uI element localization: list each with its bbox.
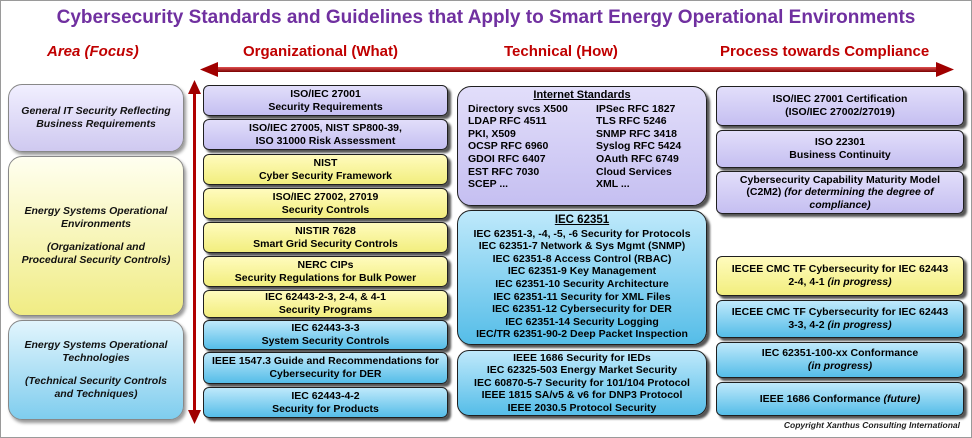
org-line: Cybersecurity for DER	[269, 368, 382, 380]
org-box	[203, 387, 448, 418]
process-box	[716, 300, 964, 338]
process-line	[732, 263, 949, 276]
org-box	[203, 188, 448, 219]
internet-standard-item: PKI, X509	[468, 127, 516, 140]
org-line: System Security Controls	[261, 335, 390, 347]
org-box	[203, 290, 448, 318]
org-line: Smart Grid Security Controls	[253, 237, 398, 250]
org-box	[203, 320, 448, 350]
iec62351-item: IEC 62351-7 Network & Sys Mgmt (SNMP)	[478, 240, 686, 253]
iec62351-item: IEC 62351-9 Key Management	[507, 265, 657, 278]
area-line: Environments	[60, 218, 131, 230]
process-line	[762, 347, 918, 360]
internet-standard-item: TLS RFC 5246	[596, 115, 667, 128]
internet-standard-item: LDAP RFC 4511	[468, 115, 547, 128]
process-note: (in progress)	[807, 360, 873, 372]
process-text: ISO 22301	[814, 136, 866, 149]
internet-standard-item: OAuth RFC 6749	[596, 152, 679, 165]
process-line	[788, 319, 891, 332]
column-heading-technical: Technical (How)	[504, 43, 618, 60]
process-text: IEC 62351-100-xx Conformance	[761, 347, 919, 360]
protocol-security-item: IEEE 1686 Security for IEDs	[513, 351, 651, 364]
org-line: IEC 62443-3-3	[291, 322, 360, 335]
process-note: (future)	[883, 392, 921, 405]
process-note: (in progress)	[827, 319, 892, 331]
org-box	[203, 119, 448, 150]
internet-standard-item: GDOI RFC 6407	[468, 152, 546, 165]
internet-standard-item: EST RFC 7030	[468, 165, 540, 178]
process-line	[732, 306, 949, 319]
org-line: IEC 62443-4-2	[291, 389, 360, 402]
column-heading-area: Area (Focus)	[47, 43, 139, 60]
area-line: Business Requirements	[36, 118, 156, 130]
org-line: Security Programs	[278, 304, 373, 316]
org-line: IEEE 1547.3 Guide and Recommendations for	[212, 355, 439, 368]
area-line: Technologies	[62, 352, 130, 364]
org-line: ISO/IEC 27001	[290, 87, 361, 100]
vertical-double-arrow	[188, 80, 201, 424]
internet-standard-item: XML ...	[596, 178, 630, 191]
area-energy-technologies	[8, 320, 184, 420]
org-box	[203, 222, 448, 253]
org-line: NIST	[313, 156, 338, 169]
org-line: Cyber Security Framework	[258, 169, 393, 182]
process-line	[760, 393, 920, 406]
process-box	[716, 171, 964, 214]
process-text: (C2M2)	[746, 186, 785, 199]
process-line	[809, 199, 870, 212]
org-box	[203, 256, 448, 287]
area-general-it	[8, 84, 184, 152]
org-box	[203, 154, 448, 185]
process-text: (ISO/IEC 27002/27019)	[785, 106, 895, 118]
process-line	[785, 106, 895, 119]
org-box	[203, 85, 448, 116]
protocol-security-item: IEC 60870-5-7 Security for 101/104 Protocol	[474, 376, 690, 389]
internet-standard-item: Cloud Services	[596, 165, 672, 178]
internet-standards-heading: Internet Standards	[533, 89, 631, 101]
protocol-security-box	[457, 350, 707, 416]
area-line: Energy Systems Operational	[24, 339, 168, 351]
area-line: (Organizational and	[46, 241, 145, 253]
org-line: ISO/IEC 27002, 27019	[272, 190, 379, 203]
org-line: Security Regulations for Bulk Power	[234, 271, 417, 284]
internet-standard-item: SCEP ...	[468, 178, 509, 191]
process-line	[815, 136, 865, 149]
diagram-title: Cybersecurity Standards and Guidelines that Apply to Smart Energy Operational Environments	[56, 7, 916, 28]
org-line: Security Requirements	[268, 100, 383, 113]
process-note: (for determining the degree of	[784, 186, 934, 199]
protocol-security-item: IEEE 1815 SA/v5 & v6 for DNP3 Protocol	[481, 389, 683, 402]
area-line: Energy Systems Operational	[24, 205, 168, 217]
org-line: ISO/IEC 27005, NIST SP800-39,	[249, 121, 402, 134]
process-note: (in progress)	[827, 276, 892, 288]
iec62351-box	[457, 210, 707, 345]
copyright-notice: Copyright Xanthus Consulting International	[783, 420, 960, 430]
org-line: NERC CIPs	[297, 258, 354, 271]
process-line	[788, 276, 891, 289]
area-line: (Technical Security Controls	[25, 375, 167, 387]
process-line	[789, 149, 891, 162]
org-line: Security for Products	[272, 402, 379, 415]
org-line: NISTIR 7628	[295, 224, 356, 237]
iec62351-item: IEC 62351-14 Security Logging	[505, 315, 659, 328]
process-text: Cybersecurity Capability Maturity Model	[739, 173, 941, 186]
internet-standards-list	[468, 103, 696, 191]
process-box	[716, 86, 964, 126]
org-box	[203, 352, 448, 384]
iec62351-item: IEC 62351-12 Cybersecurity for DER	[492, 303, 672, 316]
column-heading-process: Process towards Compliance	[720, 43, 930, 60]
process-text: 3-3, 4-2	[788, 319, 828, 331]
process-line	[740, 174, 940, 187]
org-line: ISO 31000 Risk Assessment	[255, 134, 396, 147]
process-line	[746, 186, 933, 199]
process-text: IEEE 1686 Conformance	[759, 392, 884, 405]
internet-standard-item: IPSec RFC 1827	[596, 102, 676, 115]
process-text: ISO/IEC 27001 Certification	[772, 93, 908, 106]
iec62351-item: IEC 62351-10 Security Architecture	[495, 278, 669, 290]
protocol-security-item: IEEE 2030.5 Protocol Security	[507, 401, 657, 414]
org-line: Security Controls	[281, 203, 370, 216]
internet-standard-item: Directory svcs X500	[468, 102, 568, 115]
process-text: IECEE CMC TF Cybersecurity for IEC 62443	[731, 263, 949, 276]
internet-standard-item: OCSP RFC 6960	[468, 140, 549, 153]
process-text: Business Continuity	[789, 149, 891, 161]
horizontal-double-arrow	[200, 62, 954, 77]
process-line	[773, 93, 908, 106]
area-line: and Techniques)	[54, 388, 138, 400]
process-box	[716, 130, 964, 168]
internet-standards-box	[457, 86, 707, 206]
org-line: IEC 62443-2-3, 2-4, & 4-1	[265, 291, 386, 304]
process-text: 2-4, 4-1	[788, 276, 828, 288]
process-box	[716, 382, 964, 416]
protocol-security-item: IEC 62325-503 Energy Market Security	[486, 364, 678, 377]
process-text: IECEE CMC TF Cybersecurity for IEC 62443	[731, 306, 949, 319]
iec62351-item: IEC/TR 62351-90-2 Deep Packet Inspection	[476, 328, 688, 341]
iec62351-item: IEC 62351-11 Security for XML Files	[493, 290, 671, 303]
internet-standard-item: SNMP RFC 3418	[596, 127, 677, 140]
area-line: Procedural Security Controls)	[21, 254, 171, 266]
iec62351-item: IEC 62351-8 Access Control (RBAC)	[492, 252, 672, 265]
process-box	[716, 342, 964, 378]
process-note: compliance)	[809, 198, 871, 211]
process-line	[808, 360, 872, 373]
process-box	[716, 256, 964, 296]
internet-standard-item: Syslog RFC 5424	[596, 140, 682, 153]
area-line: General IT Security Reflecting	[21, 105, 171, 117]
area-energy-environments	[8, 156, 184, 316]
iec62351-item: IEC 62351-3, -4, -5, -6 Security for Protocols	[473, 227, 691, 240]
column-heading-organizational: Organizational (What)	[243, 43, 398, 60]
iec62351-heading: IEC 62351	[554, 214, 610, 227]
